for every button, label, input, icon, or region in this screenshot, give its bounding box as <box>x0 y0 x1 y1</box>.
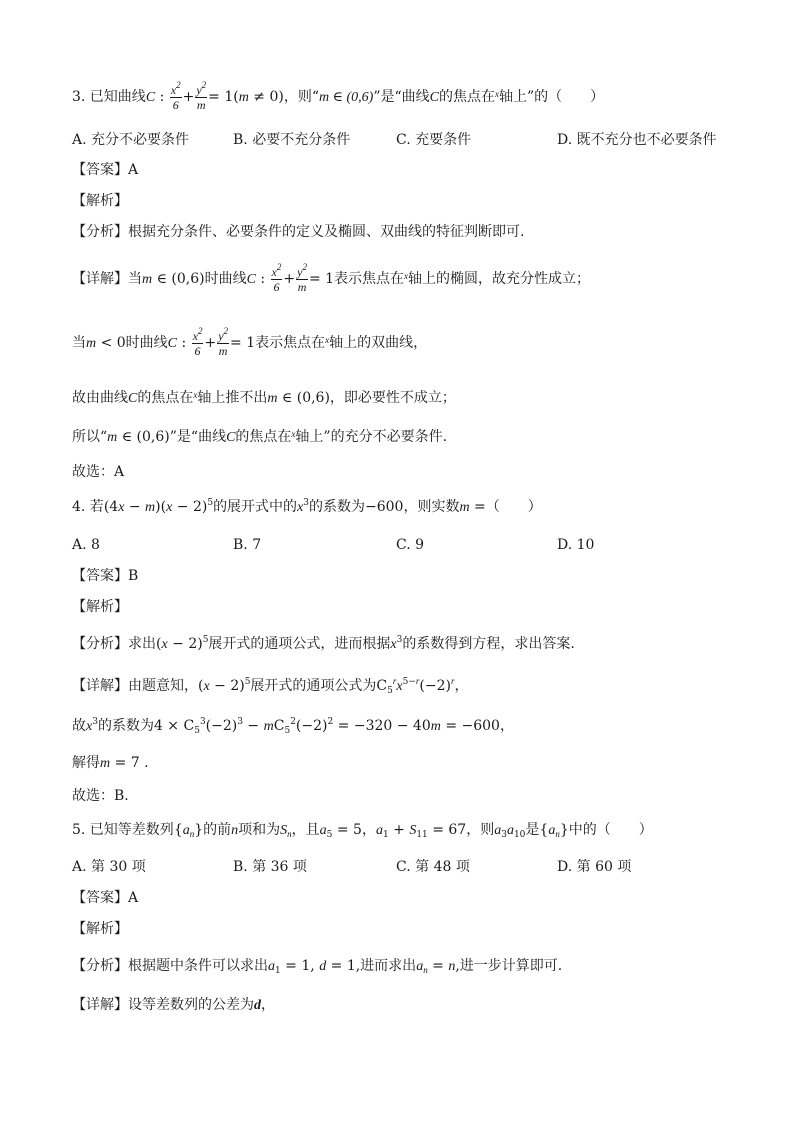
q4-option-a: A. 8 <box>72 537 100 553</box>
q5-stem: 5. 已知等差数列$\{a_n\}$的前n项和为$S_n$，且$a_5 = 5$，$a_1 + S_{11} = 67$，则$a_3a_{10}$是$\{a_n\}$中的（ ） <box>72 822 653 840</box>
q3-xiangjie-1: 【详解】当m ∈ (0,6)时曲线C : $\frac{x^2}{6}$ + $\frac{y^2}{m}$ = 1表示焦点在$^x$轴上的椭圆，故充分性成立； <box>72 261 591 294</box>
q3-option-c: C. 充要条件 <box>396 132 472 148</box>
q3-fenxi: 【分析】根据充分条件、必要条件的定义及椭圆、双曲线的特征判断即可. <box>72 224 525 240</box>
q4-option-d: D. 10 <box>557 537 595 553</box>
q5-option-b: B. 第 36 项 <box>233 859 307 875</box>
q4-xiangjie-1: 【详解】由题意知，$(x - 2)^5$展开式的通项公式为$C_5^rx^{5-r}(-2)^r$， <box>72 676 469 696</box>
q5-jiexi: 【解析】 <box>72 921 128 937</box>
q4-xiangjie-3: 解得m = 7 . <box>72 755 149 771</box>
q4-fenxi: 【分析】求出$(x - 2)^5$展开式的通项公式，进而根据$x^3$的系数得到方程，求出答案. <box>72 635 575 652</box>
q3-option-d: D. 既不充分也不必要条件 <box>557 132 717 148</box>
q3-answer: 【答案】A <box>72 162 139 178</box>
q3-jiexi: 【解析】 <box>72 193 128 209</box>
q5-option-c: C. 第 48 项 <box>396 859 470 875</box>
q3-option-a: A. 充分不必要条件 <box>72 132 190 148</box>
q5-option-d: D. 第 60 项 <box>557 859 632 875</box>
q4-stem: 4. 若$(4x - m)(x - 2)^5$的展开式中的$x^3$的系数为−600，则实数m =（ ） <box>72 498 542 515</box>
q4-answer: 【答案】B <box>72 568 139 584</box>
q5-fenxi: 【分析】根据题中条件可以求出$a_1 = 1$, d = 1,进而求出$a_n = n$,进一步计算即可. <box>72 958 563 976</box>
q5-answer: 【答案】A <box>72 890 139 906</box>
q5-option-a: A. 第 30 项 <box>72 859 146 875</box>
q3-xiangjie-3: 故由曲线C的焦点在$^x$轴上推不出m ∈ (0,6)，即必要性不成立； <box>72 390 456 406</box>
q3-xiangjie-2: 当m < 0时曲线C : $\frac{x^2}{6}$ + $\frac{y^2}{m}$ = 1表示焦点在$^x$轴上的双曲线， <box>72 325 428 358</box>
q3-option-b: B. 必要不充分条件 <box>233 132 351 148</box>
q4-guxuan: 故选：B. <box>72 788 129 804</box>
q4-option-c: C. 9 <box>396 537 425 553</box>
q3-stem: 3. 已知曲线C : $\frac{x^2}{6}$ + $\frac{y^2}{m}$ = 1(m ≠ 0)，则“m ∈ (0,6)”是“曲线C的焦点在$^x$轴上”的（ ） <box>72 79 605 112</box>
q3-xiangjie-4: 所以“m ∈ (0,6)”是“曲线C的焦点在$^x$轴上”的充分不必要条件. <box>72 429 448 445</box>
q5-xiangjie-1: 【详解】设等差数列的公差为d， <box>72 997 275 1013</box>
q4-jiexi: 【解析】 <box>72 599 128 615</box>
q4-xiangjie-2: 故$x^3$的系数为$4 \times C_5^3(-2)^3 - mC_5^2(-2)^2 = -320 - 40m = -600$， <box>72 717 514 736</box>
q4-option-b: B. 7 <box>233 537 262 553</box>
q3-guxuan: 故选：A <box>72 464 125 480</box>
